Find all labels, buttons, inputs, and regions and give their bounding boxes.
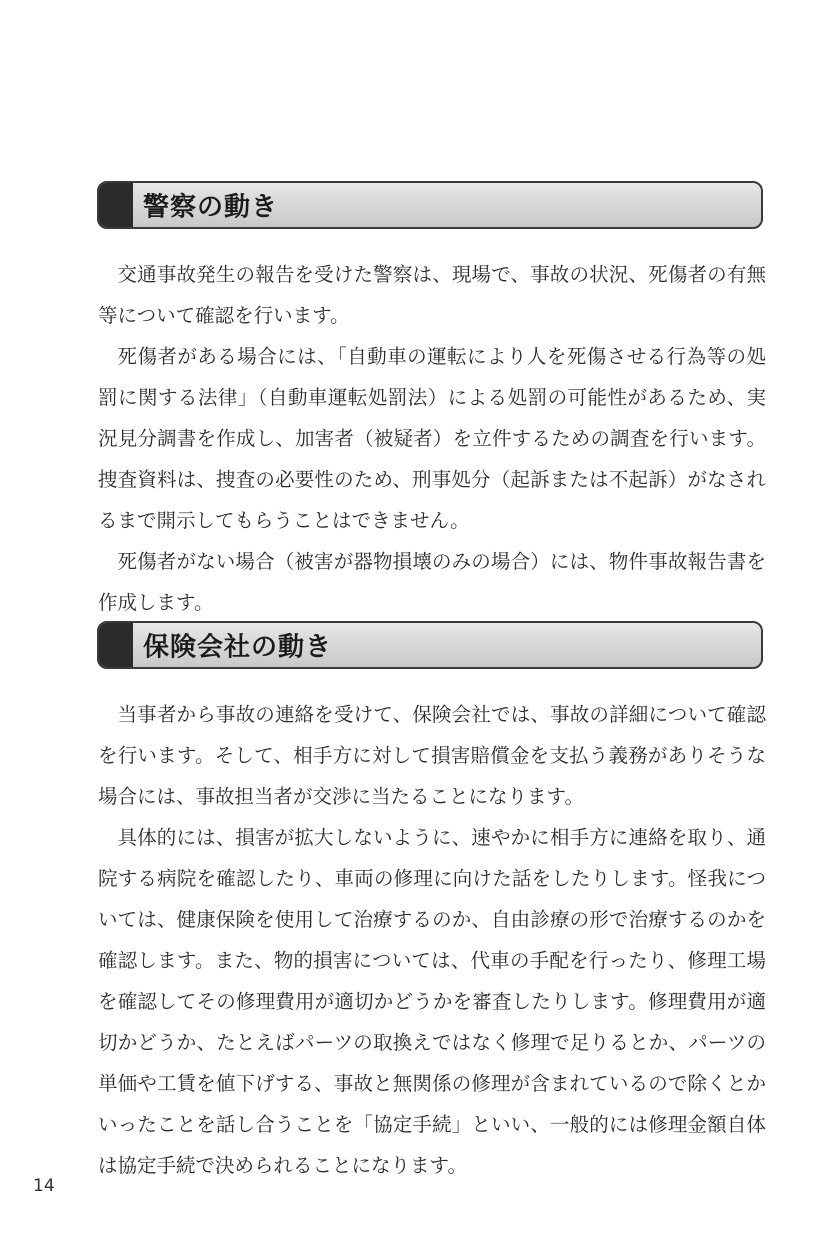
paragraph: 死傷者がある場合には、「自動車の運転により人を死傷させる行為等の処罰に関する法律」（自動車運転処罰法）による処罰の可能性があるため、実況見分調書を作成し、加害者（被疑者）を立件するための調査を行います。捜査資料は、捜査の必要性のため、刑事処分（起訴または不起訴）がなされるまで開示してもらうことはできません。 xyxy=(98,345,766,532)
heading-accent-bar xyxy=(99,183,133,227)
paragraph: 当事者から事故の連絡を受けて、保険会社では、事故の詳細について確認を行います。そして、相手方に対して損害賠償金を支払う義務がありそうな場合には、事故担当者が交渉に当たることになります。 xyxy=(98,703,766,808)
section-body-police xyxy=(98,254,766,623)
heading-accent-bar xyxy=(99,623,133,667)
section-heading-text: 警察の動き xyxy=(143,192,279,223)
paragraph: 具体的には、損害が拡大しないように、速やかに相手方に連絡を取り、通院する病院を確認したり、車両の修理に向けた話をしたりします。怪我については、健康保険を使用して治療するのか、自由診療の形で治療するのかを確認します。また、物的損害については、代車の手配を行ったり、修理工場を確認してその修理費用が適切かどうかを審査したりします。修理費用が適切かどうか、たとえばパーツの取換えではなく修理で足りるとか、パーツの単価や工賃を値下げする、事故と無関係の修理が含まれているので除くとかいったことを話し合うことを「協定手続」といい、一般的には修理金額自体は協定手続で決められることになります。 xyxy=(98,826,766,1177)
page-number: 14 xyxy=(33,1176,55,1196)
section-heading-police xyxy=(97,181,763,229)
paragraph: 死傷者がない場合（被害が器物損壊のみの場合）には、物件事故報告書を作成します。 xyxy=(98,550,766,614)
paragraph: 交通事故発生の報告を受けた警察は、現場で、事故の状況、死傷者の有無等について確認を行います。 xyxy=(98,263,766,327)
section-body-insurance xyxy=(98,694,766,1186)
section-heading-text: 保険会社の動き xyxy=(143,632,333,663)
section-heading-insurance xyxy=(97,621,763,669)
